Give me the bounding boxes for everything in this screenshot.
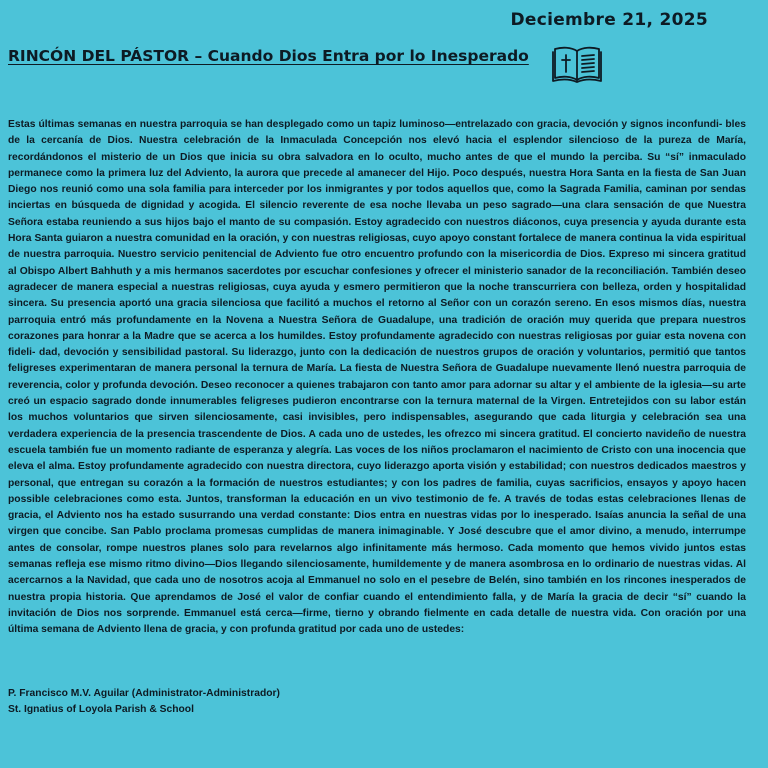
signature-block bbox=[8, 686, 280, 719]
signature-name: P. Francisco M.V. Aguilar (Administrator-Administrador) bbox=[8, 688, 280, 699]
pastor-letter-text: Estas últimas semanas en nuestra parroquia se han desplegado como un tapiz luminoso—entrelazado con gracia, devoción y signos inconfundi- bles de la cercanía de Dios. Nuestra celebración de la Inmaculada Concepción nos elevó hacia el esplendor silencioso de la pureza de María, recordándonos el misterio de un Dios que inicia su obra salvadora en lo oculto, mucho antes de que el mundo la perciba. Su “sí” inmaculado permanece como la primera luz del Adviento, la aurora que precede al amanecer del Hijo. Poco después, nuestra Hora Santa en la fiesta de San Juan Diego nos reunió como una sola familia para interceder por los inmigrantes y por todos aquellos que, como la Sagrada Familia, caminan por sendas inciertas en búsqueda de dignidad y acogida. El silencio reverente de esa noche llevaba un peso sagrado—una clara sensación de que Nuestra Señora estaba reuniendo a sus hijos bajo el manto de su compasión. Estoy agradecido con nuestros diáconos, cuya presencia y ayuda durante esta Hora Santa guiaron a nuestra comunidad en la oración, y con nuestras religiosas, cuyo apoyo constant fortalece de manera continua la vida espiritual de nuestra parroquia. Nuestro servicio penitencial de Adviento fue otro encuentro profundo con la misericordia de Dios. Expreso mi sincera gratitud al Obispo Albert Bahhuth y a mis hermanos sacerdotes por escuchar confesiones y ofrecer el ministerio sanador de la reconciliación. También deseo agradecer de manera especial a nuestras religiosas, cuya ayuda y esmero permitieron que la noche transcurriera con belleza, orden y hospitalidad sincera. Su presencia aportó una gracia silenciosa que facilitó a muchos el retorno al Señor con un corazón sereno. En esos mismos días, nuestra parroquia entró más profundamente en la Novena a Nuestra Señora de Guadalupe, una tradición de oración muy querida que prepara nuestros corazones para honrar a la Madre que se acerca a los humildes. Estoy profundamente agradecido con nuestras religiosas por guiar esta novena con fideli- dad, devoción y sensibilidad pastoral. Su liderazgo, junto con la dedicación de nuestros grupos de oración y voluntarios, permitió que tantos feligreses experimentaran de manera personal la ternura de María. La fiesta de Nuestra Señora de Guadalupe nuevamente llenó nuestra parroquia de reverencia, color y profunda devoción. Deseo reconocer a quienes trabajaron con tanto amor para adornar su altar y el ambiente de la iglesia—su arte creó un espacio sagrado donde innumerables feligreses pudieron encontrarse con la ternura maternal de la Virgen. Entretejidos con su labor están los muchos voluntarios que sirven silenciosamente, casi invisibles, pero indispensables, asegurando que cada liturgia y celebración sea una verdadera experiencia de la presencia trascendente de Dios. A cada uno de ustedes, les ofrezco mi sincera gratitud. El concierto navideño de nuestra escuela también fue un momento radiante de esperanza y alegría. Las voces de los niños proclamaron el nacimiento de Cristo con una inocencia que eleva el alma. Estoy profundamente agradecido con nuestra directora, cuyo liderazgo aporta visión y estabilidad; con nuestros dedicados maestros y personal, que entregan su corazón a la formación de nuestros estudiantes; y con los padres de familia, cuyas sacrificios, ensayos y apoyo hacen possible celebraciones como esta. Juntos, transforman la educación en un vivo testimonio de fe. A través de todas estas celebraciones llenas de gracia, el Adviento nos ha estado susurrando una verdad constante: Dios entra en nuestras vidas por lo inesperado. Isaías anuncia la señal de una virgen que concibe. San Pablo proclama promesas cumplidas de manera inimaginable. Y José descubre que el amor divino, a menudo, interrumpe antes de consolar, rompe nuestros planes solo para revelarnos algo infinitamente más hermoso. Cada momento que hemos vivido juntos estas semanas refleja ese mismo ritmo divino—Dios llegando silenciosamente, humildemente y de manera asombrosa en lo ordinario de nuestras vidas. Al acercarnos a la Navidad, que cada uno de nosotros acoja al Emmanuel no solo en el pesebre de Belén, sino también en los rincones inesperados de nuestra propia historia. Que aprendamos de José el valor de confiar cuando el entendimiento falla, y de María la gracia de decir “sí” cuando la invitación de Dios nos sorprende. Emmanuel está cerca—firme, tierno y obrando fielmente en cada detalle de nuestra vida. Con oración por una última semana de Adviento llena de gracia, y con profunda gratitud por cada uno de ustedes: bbox=[8, 119, 746, 636]
page-title: RINCÓN DEL PÁSTOR – Cuando Dios Entra por lo Inesperado bbox=[8, 47, 529, 65]
signature-parish: St. Ignatius of Loyola Parish & School bbox=[8, 704, 194, 716]
bulletin-date: Deciembre 21, 2025 bbox=[510, 10, 708, 30]
open-bible-cross-icon bbox=[552, 44, 602, 84]
